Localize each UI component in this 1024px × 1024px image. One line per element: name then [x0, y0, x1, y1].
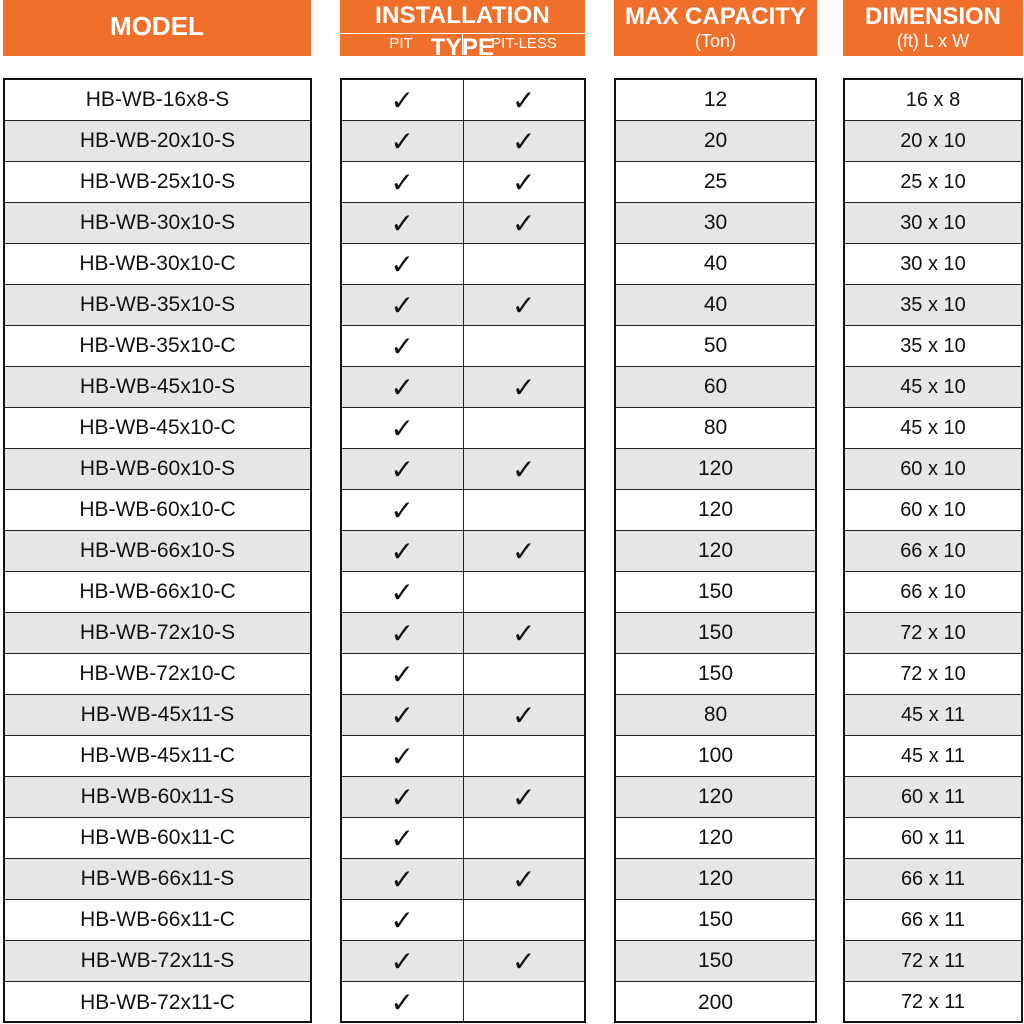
installation-row: [342, 900, 584, 941]
pitless-check-icon: ✓: [463, 777, 585, 817]
pitless-check-icon: ✓: [463, 367, 585, 407]
pitless-empty-cell: [463, 490, 585, 530]
pitless-empty-cell: [463, 572, 585, 612]
pitless-check-icon: ✓: [463, 941, 585, 981]
capacity-cell: 120: [616, 490, 815, 531]
capacity-cell: 120: [616, 531, 815, 572]
pit-check-icon: ✓: [390, 84, 414, 116]
model-cell: HB-WB-60x10-S: [5, 449, 310, 490]
model-cell: HB-WB-45x11-S: [5, 695, 310, 736]
pit-check-icon: ✓: [390, 166, 414, 198]
installation-row: [342, 531, 584, 572]
model-cell: HB-WB-25x10-S: [5, 162, 310, 203]
pitless-empty-cell: [463, 900, 585, 940]
dimension-cell: 45 x 10: [845, 408, 1021, 449]
installation-row: [342, 941, 584, 982]
pit-check-icon: ✓: [390, 617, 414, 649]
model-cell: HB-WB-66x11-C: [5, 900, 310, 941]
model-cell: HB-WB-45x10-C: [5, 408, 310, 449]
pit-subheader: PIT: [389, 35, 413, 52]
dimension-cell: 60 x 10: [845, 490, 1021, 531]
pitless-subheader: PIT-LESS: [462, 34, 585, 55]
installation-type-column: [340, 78, 586, 1023]
model-cell: HB-WB-30x10-S: [5, 203, 310, 244]
pit-check-icon: ✓: [390, 535, 414, 567]
pit-check-icon: ✓: [390, 453, 414, 485]
dimension-cell: 60 x 11: [845, 777, 1021, 818]
pit-check-icon: ✓: [390, 289, 414, 321]
pitless-check-icon: ✓: [463, 449, 585, 489]
installation-row: [342, 572, 584, 613]
model-cell: HB-WB-45x10-S: [5, 367, 310, 408]
installation-row: [342, 367, 584, 408]
model-cell: HB-WB-60x10-C: [5, 490, 310, 531]
installation-type-header: [340, 0, 585, 61]
capacity-cell: 150: [616, 900, 815, 941]
installation-row: [342, 695, 584, 736]
pit-check-icon: ✓: [390, 863, 414, 895]
pit-check-icon: ✓: [390, 904, 414, 936]
pit-check-icon: ✓: [390, 248, 414, 280]
dimension-header: [843, 0, 1023, 56]
capacity-cell: 80: [616, 695, 815, 736]
dimension-cell: 16 x 8: [845, 80, 1021, 121]
dimension-cell: 72 x 10: [845, 613, 1021, 654]
capacity-cell: 100: [616, 736, 815, 777]
capacity-cell: 20: [616, 121, 815, 162]
pitless-check-icon: ✓: [463, 80, 585, 120]
pit-check-icon: ✓: [390, 125, 414, 157]
dimension-title: DIMENSION: [864, 3, 1001, 30]
capacity-cell: 200: [697, 990, 734, 1014]
pitless-check-icon: ✓: [463, 859, 585, 899]
installation-row: [342, 408, 584, 449]
installation-row: [342, 613, 584, 654]
pitless-check-icon: ✓: [463, 613, 585, 653]
model-cell: HB-WB-72x11-C: [80, 990, 235, 1014]
capacity-cell: 25: [616, 162, 815, 203]
model-cell: HB-WB-72x10-C: [5, 654, 310, 695]
pit-check-icon: ✓: [390, 207, 414, 239]
installation-row: [342, 449, 584, 490]
model-cell: HB-WB-45x11-C: [5, 736, 310, 777]
dimension-cell: 72 x 11: [845, 941, 1021, 982]
installation-type-title: INSTALLATION TYPE: [375, 2, 550, 61]
pit-check-icon: ✓: [390, 412, 414, 444]
capacity-cell: 120: [616, 859, 815, 900]
pit-check-icon: ✓: [390, 494, 414, 526]
installation-subheaders: [340, 33, 585, 55]
dimension-cell: 72 x 10: [845, 654, 1021, 695]
dimension-cell: 66 x 11: [845, 900, 1021, 941]
dimension-cell: 66 x 10: [845, 531, 1021, 572]
pit-check-icon: ✓: [390, 822, 414, 854]
pitless-check-icon: ✓: [463, 203, 585, 243]
model-column: [3, 78, 312, 1023]
model-cell: HB-WB-35x10-C: [5, 326, 310, 367]
dimension-unit: (ft) L x W: [896, 31, 970, 51]
pitless-empty-cell: [463, 736, 585, 776]
installation-row: [342, 859, 584, 900]
max-capacity-title: MAX CAPACITY: [625, 3, 806, 30]
pitless-check-icon: ✓: [463, 695, 585, 735]
dimension-cell: 30 x 10: [845, 203, 1021, 244]
capacity-cell: 12: [616, 80, 815, 121]
capacity-cell: 30: [616, 203, 815, 244]
capacity-cell: 150: [616, 572, 815, 613]
installation-row: [342, 982, 584, 1023]
capacity-cell: 80: [616, 408, 815, 449]
pitless-empty-cell: [463, 654, 585, 694]
pit-check-icon: ✓: [390, 658, 414, 690]
pit-check-icon: ✓: [390, 740, 414, 772]
capacity-cell: 120: [616, 449, 815, 490]
dimension-column: [843, 78, 1023, 1023]
capacity-cell: 150: [616, 654, 815, 695]
max-capacity-header: [614, 0, 817, 56]
dimension-cell: 60 x 11: [845, 818, 1021, 859]
pitless-check-icon: ✓: [463, 121, 585, 161]
capacity-cell: 40: [616, 285, 815, 326]
model-cell: HB-WB-20x10-S: [5, 121, 310, 162]
model-cell: HB-WB-60x11-C: [5, 818, 310, 859]
installation-row: [342, 244, 584, 285]
max-capacity-unit: (Ton): [694, 31, 736, 51]
installation-row: [342, 80, 584, 121]
model-cell: HB-WB-66x10-S: [5, 531, 310, 572]
installation-row: [342, 162, 584, 203]
installation-row: [342, 777, 584, 818]
model-cell: HB-WB-72x11-S: [5, 941, 310, 982]
pitless-check-icon: ✓: [463, 531, 585, 571]
pit-check-icon: ✓: [390, 330, 414, 362]
capacity-cell: 150: [616, 613, 815, 654]
pitless-check-icon: ✓: [463, 162, 585, 202]
installation-row: [342, 121, 584, 162]
installation-row: [342, 203, 584, 244]
capacity-cell: 120: [616, 818, 815, 859]
dimension-cell: 60 x 10: [845, 449, 1021, 490]
model-cell: HB-WB-72x10-S: [5, 613, 310, 654]
capacity-cell: 50: [616, 326, 815, 367]
pit-check-icon: ✓: [390, 945, 414, 977]
installation-row: [342, 736, 584, 777]
pitless-check-icon: ✓: [463, 285, 585, 325]
capacity-cell: 150: [616, 941, 815, 982]
dimension-cell: 45 x 11: [845, 736, 1021, 777]
dimension-cell: 20 x 10: [845, 121, 1021, 162]
model-cell: HB-WB-66x10-C: [5, 572, 310, 613]
installation-row: [342, 285, 584, 326]
installation-row: [342, 326, 584, 367]
pit-check-icon: ✓: [390, 987, 414, 1018]
dimension-cell: 72 x 11: [900, 991, 966, 1013]
model-cell: HB-WB-66x11-S: [5, 859, 310, 900]
model-cell: HB-WB-16x8-S: [5, 80, 310, 121]
capacity-cell: 60: [616, 367, 815, 408]
capacity-cell: 120: [616, 777, 815, 818]
dimension-cell: 25 x 10: [845, 162, 1021, 203]
max-capacity-column: [614, 78, 817, 1023]
model-cell: HB-WB-35x10-S: [5, 285, 310, 326]
installation-row: [342, 654, 584, 695]
installation-row: [342, 490, 584, 531]
dimension-cell: 66 x 11: [845, 859, 1021, 900]
dimension-cell: 35 x 10: [845, 285, 1021, 326]
dimension-cell: 35 x 10: [845, 326, 1021, 367]
model-cell: HB-WB-60x11-S: [5, 777, 310, 818]
model-header: MODEL: [3, 0, 311, 56]
pitless-empty-cell: [463, 982, 585, 1023]
pitless-empty-cell: [463, 818, 585, 858]
pit-check-icon: ✓: [390, 781, 414, 813]
dimension-cell: 45 x 10: [845, 367, 1021, 408]
model-cell: HB-WB-30x10-C: [5, 244, 310, 285]
pitless-empty-cell: [463, 408, 585, 448]
pit-check-icon: ✓: [390, 371, 414, 403]
installation-row: [342, 818, 584, 859]
dimension-cell: 30 x 10: [845, 244, 1021, 285]
capacity-cell: 40: [616, 244, 815, 285]
pit-check-icon: ✓: [390, 699, 414, 731]
pitless-empty-cell: [463, 244, 585, 284]
pitless-empty-cell: [463, 326, 585, 366]
dimension-cell: 66 x 10: [845, 572, 1021, 613]
pit-check-icon: ✓: [390, 576, 414, 608]
dimension-cell: 45 x 11: [845, 695, 1021, 736]
